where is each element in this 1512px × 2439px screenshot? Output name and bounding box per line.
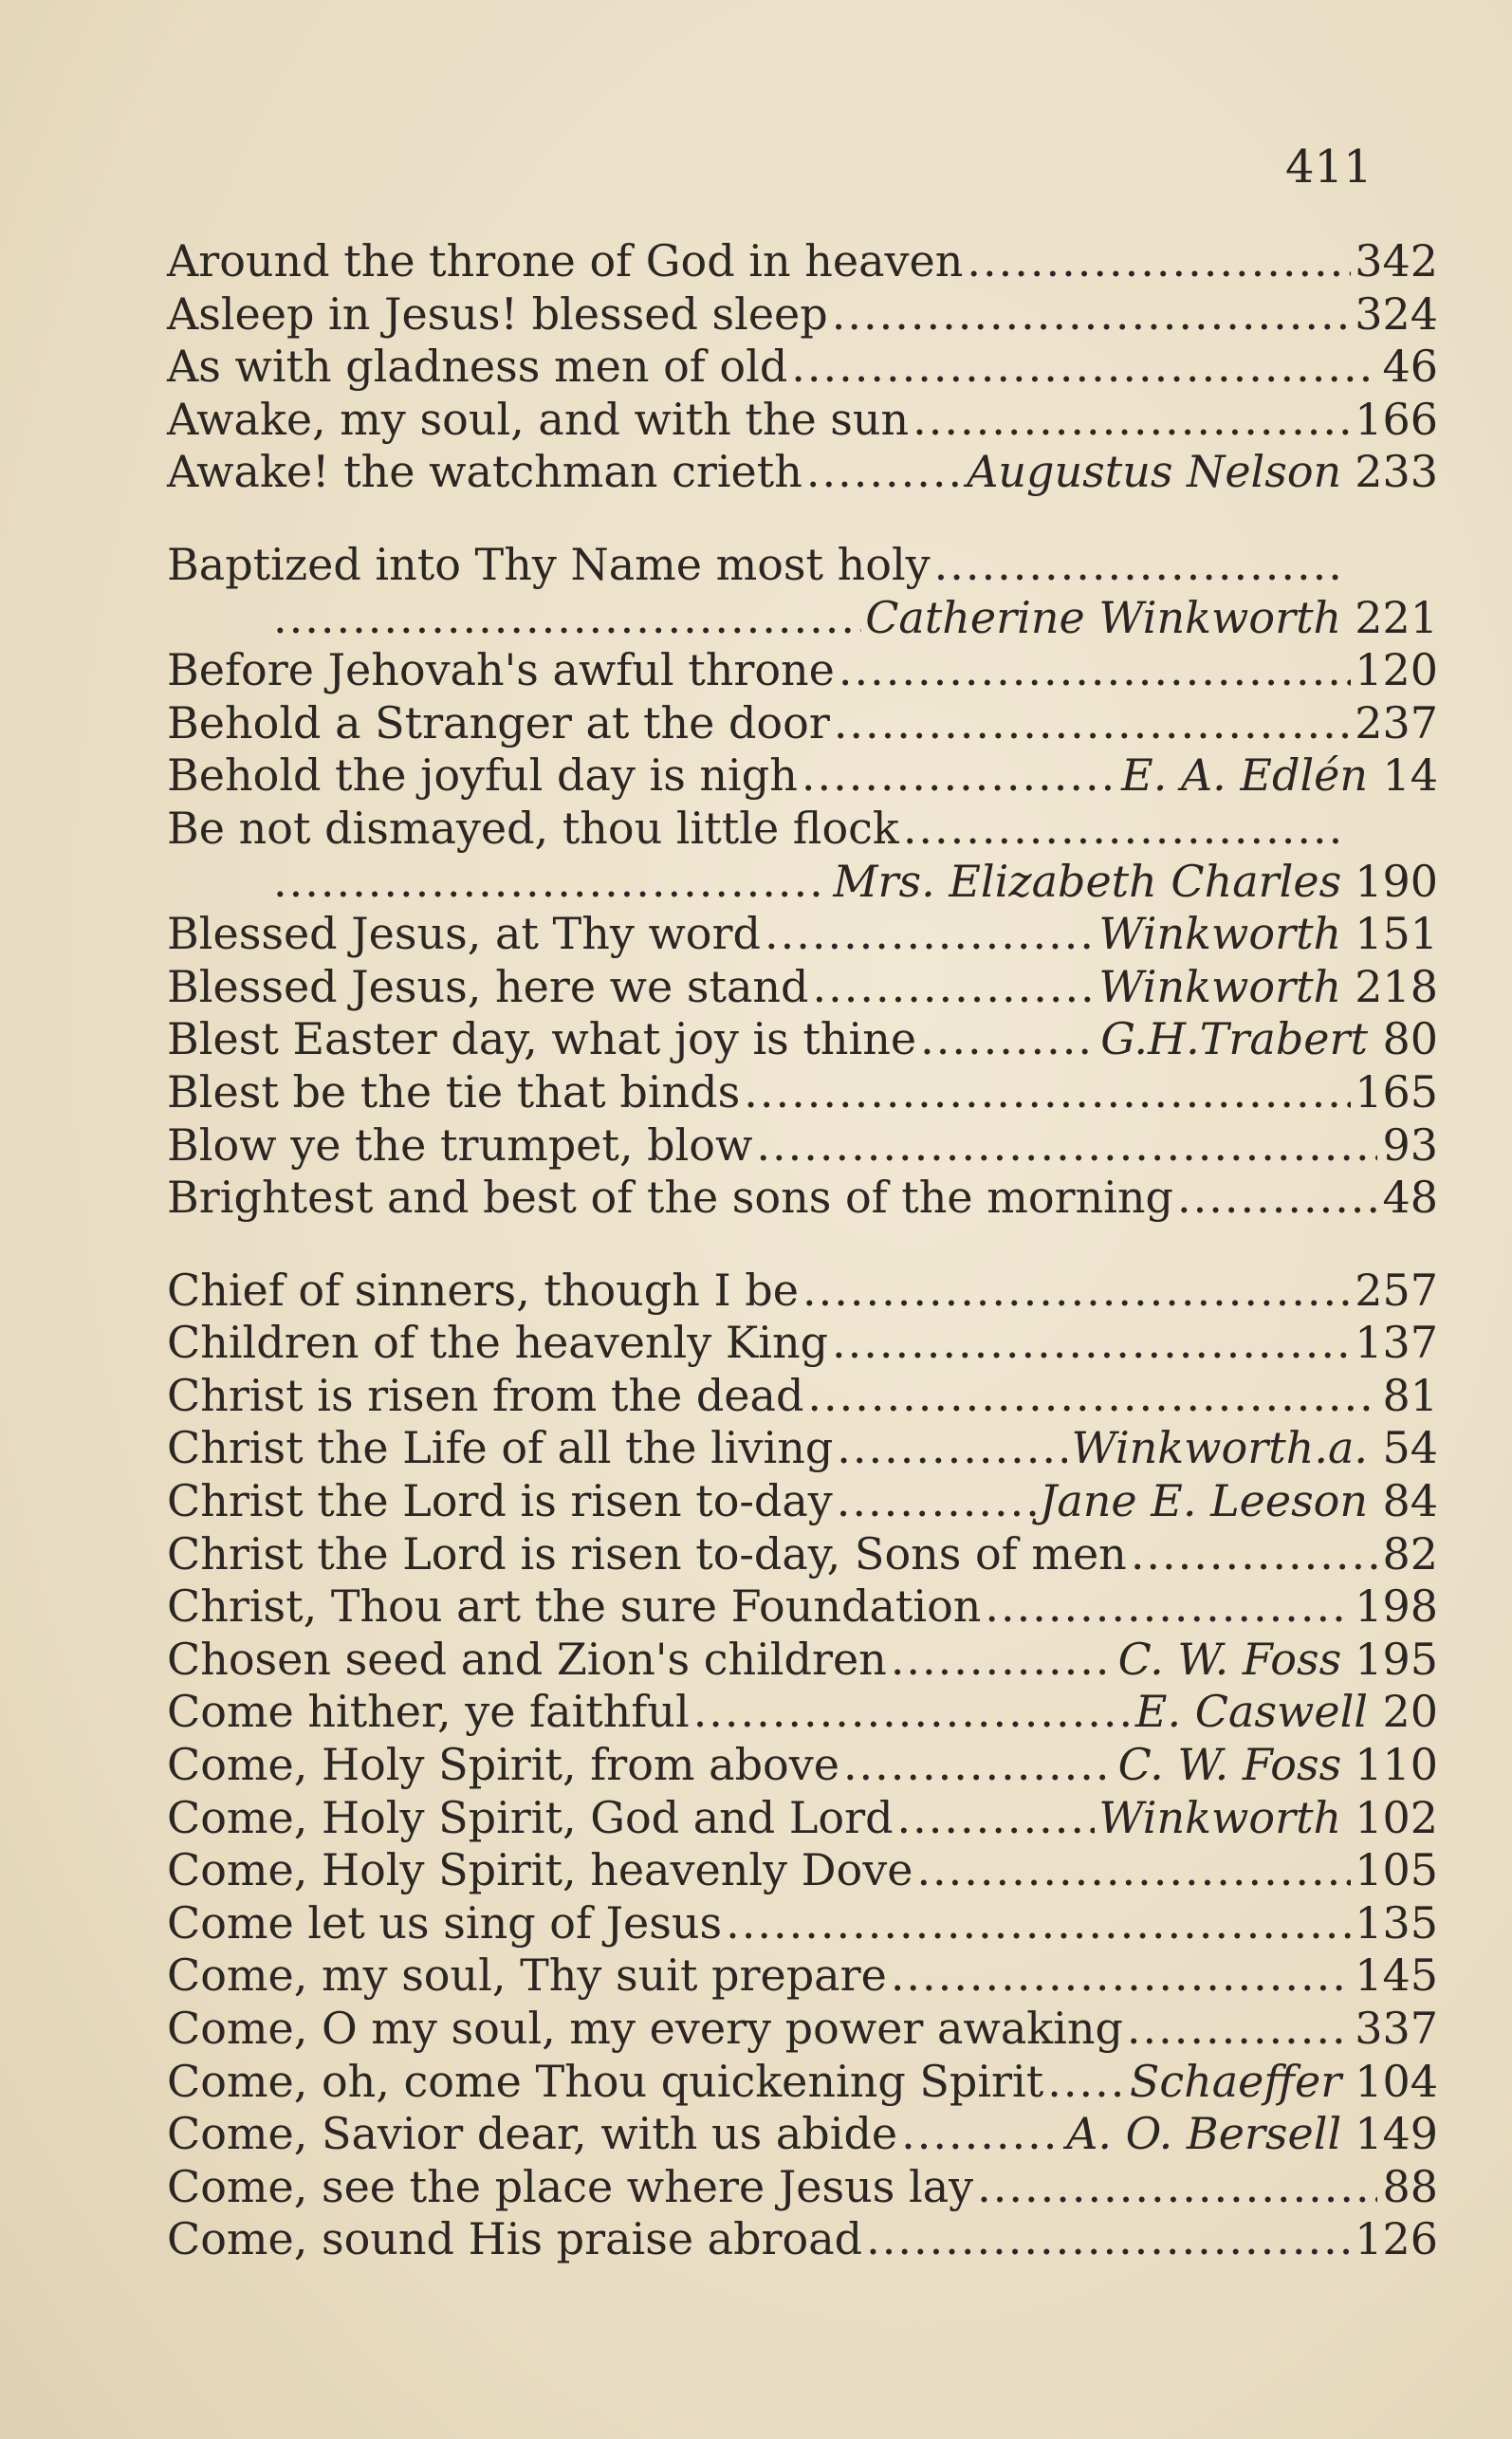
leader-dots	[1177, 1172, 1377, 1225]
leader-dots	[903, 803, 1347, 856]
leader-dots	[802, 1265, 1351, 1318]
hymn-title: Brightest and best of the sons of the morning	[167, 1172, 1173, 1224]
hymn-title: Before Jehovah's awful throne	[167, 644, 835, 696]
hymn-number: 80	[1382, 1013, 1438, 1065]
hymn-title: Come, Holy Spirit, from above	[167, 1739, 839, 1791]
hymn-author: Winkworth	[1098, 1791, 1342, 1843]
hymn-author: Schaeffer	[1129, 2055, 1342, 2107]
leader-dots	[891, 1949, 1351, 2003]
page-number: 411	[1285, 140, 1373, 194]
leader-dots	[765, 908, 1095, 961]
hymn-title: Be not dismayed, thou little flock	[167, 802, 899, 854]
hymn-author: G.H.Trabert	[1100, 1013, 1368, 1065]
hymn-title: Blessed Jesus, at Thy word	[167, 908, 761, 960]
hymn-number: 237	[1355, 696, 1438, 748]
index-entry	[167, 1634, 1438, 1687]
leader-dots	[839, 644, 1351, 697]
hymn-author: E. A. Edlén	[1121, 749, 1368, 802]
hymn-number: 14	[1382, 749, 1438, 802]
hymn-number: 145	[1355, 1949, 1438, 2002]
hymn-number: 20	[1382, 1686, 1438, 1738]
hymn-number: 84	[1382, 1475, 1438, 1527]
hymn-title: Come, Savior dear, with us abide	[167, 2108, 898, 2160]
hymn-title: Blow ye the trumpet, blow	[167, 1118, 753, 1171]
hymn-number: 257	[1355, 1264, 1438, 1316]
leader-dots	[967, 235, 1351, 288]
leader-dots	[920, 1013, 1097, 1066]
leader-dots	[834, 697, 1351, 750]
leader-dots	[901, 2108, 1062, 2161]
hymn-number: 218	[1355, 960, 1438, 1012]
hymn-number: 93	[1382, 1118, 1438, 1171]
index-group	[167, 235, 1438, 499]
index-entry	[167, 1265, 1438, 1318]
hymn-number: 82	[1382, 1527, 1438, 1580]
index-entry	[167, 1066, 1438, 1119]
hymn-title: Come let us sing of Jesus	[167, 1896, 723, 1949]
hymn-author: Winkworth	[1098, 960, 1342, 1012]
index-entry	[167, 288, 1438, 342]
index-entry	[167, 394, 1438, 447]
hymn-number: 337	[1355, 2003, 1438, 2054]
index-entry	[167, 644, 1438, 697]
hymn-title: Christ the Lord is risen to-day, Sons of men	[167, 1527, 1127, 1580]
hymn-number: 105	[1355, 1844, 1438, 1896]
index-entry	[167, 2108, 1438, 2161]
hymn-number: 151	[1355, 908, 1438, 960]
index-entry	[167, 2161, 1438, 2214]
leader-dots	[832, 288, 1351, 342]
index-entry	[167, 749, 1438, 803]
index-entry	[167, 856, 1438, 909]
hymn-author: Augustus Nelson	[967, 446, 1342, 498]
leader-dots	[1131, 1528, 1377, 1581]
hymn-title: Christ the Life of all the living	[167, 1422, 834, 1474]
hymn-author: C. W. Foss	[1117, 1633, 1342, 1685]
hymn-title: Come, oh, come Thou quickening Spirit	[167, 2055, 1044, 2107]
index-entry	[167, 1172, 1438, 1225]
index-entry	[167, 1475, 1438, 1528]
leader-dots	[806, 446, 963, 499]
hymn-title: Behold the joyful day is nigh	[167, 749, 798, 802]
leader-dots	[913, 394, 1351, 447]
index-entry	[167, 2213, 1438, 2266]
index-entry	[167, 1897, 1438, 1950]
leader-dots	[726, 1897, 1351, 1950]
leader-dots	[802, 749, 1117, 803]
hymn-title: Baptized into Thy Name most holy	[167, 538, 931, 590]
hymn-number: 233	[1355, 446, 1438, 498]
leader-dots	[791, 341, 1377, 394]
hymn-title: Awake! the watchman crieth	[167, 446, 802, 498]
leader-dots	[916, 1844, 1351, 1897]
leader-dots	[934, 539, 1347, 592]
hymn-number: 165	[1355, 1065, 1438, 1118]
leader-dots	[273, 592, 861, 645]
leader-dots	[866, 2213, 1351, 2266]
index-entry	[167, 908, 1438, 961]
leader-dots	[891, 1634, 1115, 1687]
leader-dots	[1047, 2056, 1126, 2109]
hymn-number: 48	[1382, 1172, 1438, 1224]
hymn-author: Jane E. Leeson	[1039, 1475, 1368, 1527]
hymn-title: Chief of sinners, though I be	[167, 1264, 799, 1316]
hymn-author: Catherine Winkworth	[865, 591, 1342, 643]
index-entry	[167, 1844, 1438, 1897]
leader-dots	[837, 1422, 1067, 1475]
hymn-number: 88	[1382, 2160, 1438, 2212]
hymn-title: Behold a Stranger at the door	[167, 696, 830, 748]
hymn-number: 324	[1355, 287, 1438, 340]
hymn-number: 149	[1355, 2108, 1438, 2160]
index-entry	[167, 1686, 1438, 1739]
index-group	[167, 539, 1438, 1225]
leader-dots	[977, 2161, 1377, 2214]
index-entry	[167, 235, 1438, 288]
hymn-author: E. Caswell	[1134, 1686, 1368, 1738]
hymn-number: 166	[1355, 393, 1438, 445]
hymn-number: 110	[1355, 1739, 1438, 1791]
hymn-author: Winkworth	[1098, 908, 1342, 960]
index-entry	[167, 1739, 1438, 1792]
hymn-number: 120	[1355, 644, 1438, 696]
index-entry	[167, 1949, 1438, 2003]
hymn-number: 104	[1355, 2055, 1438, 2107]
hymn-title: Come hither, ye faithful	[167, 1686, 690, 1738]
hymn-author: Winkworth.a.	[1071, 1422, 1368, 1474]
leader-dots	[985, 1580, 1351, 1634]
hymn-title: Awake, my soul, and with the sun	[167, 393, 910, 445]
hymn-title: Christ, Thou art the sure Foundation	[167, 1580, 982, 1633]
hymn-number: 102	[1355, 1791, 1438, 1843]
index-entry	[167, 961, 1438, 1014]
index-group	[167, 1265, 1438, 2266]
hymn-title: Come, see the place where Jesus lay	[167, 2160, 974, 2212]
hymn-title: Asleep in Jesus! blessed sleep	[167, 287, 828, 340]
hymn-number: 198	[1355, 1580, 1438, 1633]
index-entry	[167, 697, 1438, 750]
index-entry	[167, 1422, 1438, 1475]
hymn-number: 135	[1355, 1896, 1438, 1949]
hymn-title: Come, my soul, Thy suit prepare	[167, 1949, 887, 2002]
leader-dots	[1127, 2003, 1351, 2056]
hymn-title: Children of the heavenly King	[167, 1317, 829, 1369]
hymn-index	[167, 235, 1438, 2266]
hymn-number: 81	[1382, 1369, 1438, 1421]
leader-dots	[832, 1317, 1351, 1370]
hymn-title: As with gladness men of old	[167, 341, 788, 393]
index-entry	[167, 1792, 1438, 1845]
leader-dots	[807, 1370, 1377, 1423]
index-entry	[167, 539, 1438, 592]
index-entry	[167, 446, 1438, 499]
hymn-number: 54	[1382, 1422, 1438, 1474]
leader-dots	[843, 1739, 1115, 1792]
leader-dots	[756, 1119, 1377, 1173]
leader-dots	[837, 1475, 1036, 1528]
index-entry	[167, 1119, 1438, 1173]
hymn-title: Come, Holy Spirit, God and Lord	[167, 1791, 894, 1843]
hymn-title: Around the throne of God in heaven	[167, 235, 964, 286]
hymn-title: Blest be the tie that binds	[167, 1065, 741, 1118]
hymn-number: 46	[1382, 341, 1438, 393]
hymn-number: 221	[1355, 591, 1438, 643]
index-entry	[167, 341, 1438, 394]
index-entry	[167, 592, 1438, 645]
leader-dots	[744, 1066, 1351, 1119]
hymn-title: Come, O my soul, my every power awaking	[167, 2003, 1123, 2054]
leader-dots	[273, 856, 829, 909]
index-entry	[167, 2003, 1438, 2056]
hymn-number: 126	[1355, 2213, 1438, 2265]
hymn-title: Come, sound His praise abroad	[167, 2213, 863, 2265]
index-entry	[167, 1317, 1438, 1370]
hymn-number: 137	[1355, 1317, 1438, 1369]
index-entry	[167, 1013, 1438, 1066]
index-entry	[167, 803, 1438, 856]
hymn-author: A. O. Bersell	[1066, 2108, 1342, 2160]
hymn-title: Blessed Jesus, here we stand	[167, 960, 809, 1012]
hymn-title: Christ the Lord is risen to-day	[167, 1475, 833, 1527]
hymn-title: Christ is risen from the dead	[167, 1369, 804, 1421]
leader-dots	[897, 1792, 1096, 1845]
leader-dots	[812, 961, 1095, 1014]
index-entry	[167, 2056, 1438, 2109]
hymn-title: Chosen seed and Zion's children	[167, 1633, 887, 1685]
hymn-number: 342	[1355, 235, 1438, 286]
leader-dots	[693, 1686, 1132, 1739]
hymn-title: Come, Holy Spirit, heavenly Dove	[167, 1844, 913, 1896]
hymn-author: Mrs. Elizabeth Charles	[833, 855, 1342, 907]
hymn-title: Blest Easter day, what joy is thine	[167, 1013, 917, 1065]
hymn-number: 190	[1355, 855, 1438, 907]
hymn-author: C. W. Foss	[1117, 1739, 1342, 1791]
index-entry	[167, 1528, 1438, 1581]
index-entry	[167, 1580, 1438, 1634]
index-entry	[167, 1370, 1438, 1423]
hymn-number: 195	[1355, 1633, 1438, 1685]
